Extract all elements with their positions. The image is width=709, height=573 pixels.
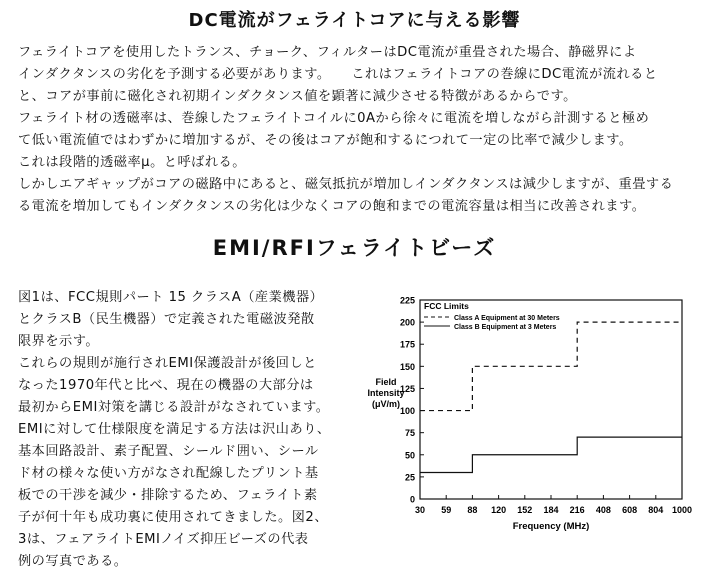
x-tick-label: 59 [441,505,452,515]
y-tick-label: 75 [404,428,415,439]
section1-paragraph [18,42,698,218]
y-tick-label: 100 [399,406,415,417]
text-line: これらの規則が施行されEMI保護設計が後回しと [18,356,317,371]
x-tick-label: 216 [569,505,585,515]
x-axis-label: Frequency (MHz) [512,521,590,532]
legend-entry: Class B Equipment at 3 Meters [454,324,557,331]
y-axis-label-line3: (μV/m) [371,399,401,409]
y-tick-label: 175 [399,339,415,350]
x-tick-label: 804 [648,505,664,515]
legend-entry: Class A Equipment at 30 Meters [454,315,560,322]
text-line: 基本回路設計、素子配置、シールド囲い、シール [18,444,319,459]
text-line: る電流を増加してもインダクタンスの劣化は少なくコアの飽和までの電流容量は相当に改善されます。 [18,199,646,214]
x-tick-label: 30 [414,505,426,515]
text-line: フェライトコアを使用したトランス、チョーク、フィルターはDC電流が重畳された場合、静磁界によ [18,45,637,60]
text-line: これは段階的透磁率μ。と呼ばれる。 [18,155,246,170]
text-line: 子が何十年も成功裏に使用されてきました。図2、 [18,510,329,525]
text-line: フェライト材の透磁率は、巻線したフェライトコイルに0Aから徐々に電流を増しながら計測すると極め [18,111,650,126]
section-title-emi-rfi: EMI/RFIフェライトビーズ [212,236,497,260]
text-line: なった1970年代と比べ、現在の機器の大部分は [18,378,314,393]
y-axis-label-line1: Field [375,377,397,387]
text-line: 板での干渉を減少・排除するため、フェライト素 [18,488,318,503]
y-tick-label: 0 [409,494,415,505]
series-line-class-b [420,437,682,472]
text-line: 例の写真である。 [18,554,128,569]
text-line: て低い電流値ではわずかに増加するが、その後はコアが飽和するにつれて一定の比率で減少します。 [18,133,633,148]
x-tick-label: 120 [491,505,507,515]
y-tick-label: 200 [399,317,415,328]
x-tick-label: 1000 [671,505,693,515]
text-line: 3は、フェアライトEMIノイズ抑圧ビーズの代表 [18,532,309,547]
text-line: とクラスB（民生機器）で定義された電磁波発散 [18,312,315,327]
x-tick-label: 608 [622,505,638,515]
chart-title: FCC Limits [424,301,469,311]
text-line: EMIに対して仕様限度を満足する方法は沢山あり、 [18,422,331,437]
y-tick-label: 150 [399,361,415,372]
x-tick-label: 88 [467,505,478,515]
text-line: インダクタンスの劣化を予測する必要があります。 これはフェライトコアの巻線にDC電流が流れると [18,67,658,82]
text-line: 図1は、FCC規則パート 15 クラスA（産業機器） [18,290,324,305]
x-tick-label: 184 [543,505,559,515]
section-title-dc-current: DC電流がフェライトコアに与える影響 [188,10,521,31]
text-line: ド材の様々な使い方がなされ配線したプリント基 [18,466,319,481]
text-line: 限界を示す。 [18,334,100,349]
section2-paragraph [18,287,363,573]
text-line: と、コアが事前に磁化され初期インダクタンス値を顕著に減少させる特徴があるからです。 [18,89,577,104]
x-tick-label: 152 [517,505,533,515]
x-tick-label: 408 [595,505,611,515]
y-tick-label: 50 [404,450,415,461]
y-axis-label-line2: Intensity [367,388,405,398]
y-tick-label: 25 [404,472,415,483]
text-line: 最初からEMI対策を講じる設計がなされています。 [18,400,330,415]
text-line: しかしエアギャップがコアの磁路中にあると、磁気抵抗が増加しインダクタンスは減少しますが、重畳する [18,177,674,192]
y-tick-label: 125 [399,383,415,394]
series-line-class-a [420,322,682,410]
fcc-limits-chart [352,288,702,538]
y-tick-label: 225 [399,295,415,306]
